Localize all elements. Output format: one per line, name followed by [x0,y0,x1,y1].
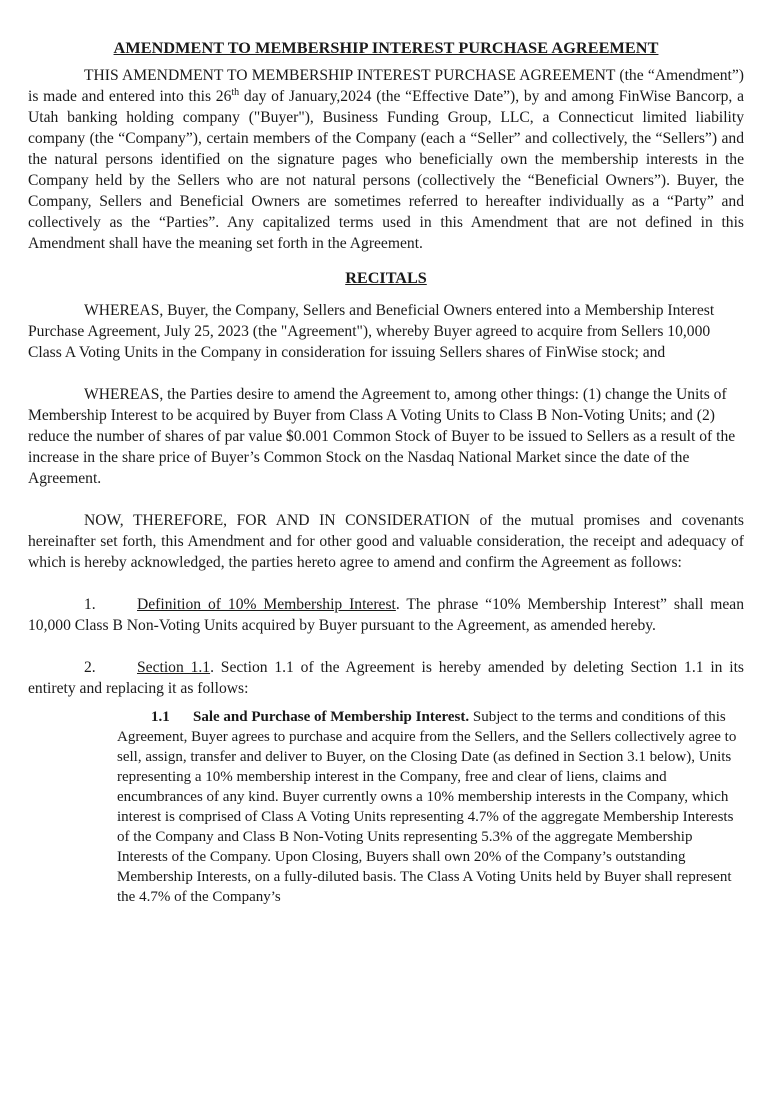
item-1-heading: Definition of 10% Membership Interest [137,596,396,613]
recitals-heading: RECITALS [345,269,427,287]
item-2-heading: Section 1.1 [137,659,211,676]
section-1-1-text: Subject to the terms and conditions of this Agreement, Buyer agrees to purchase and acquire from the Sellers, and the Sellers collectively agree to sell, assign, transfer and deliver to Buyer, on the Closing Date (as defined in Section 3.1 below), Units representing a 10% membership interest in the Company, free and clear of liens, claims and encumbrances of any kind. Buyer currently owns a 10% membership interests in the Company, which interest is comprised of Class A Voting Units representing 4.7% of the aggregate Membership Interests of the Company and Class B Non-Voting Units representing 5.3% of the aggregate Membership Interests of the Company. Upon Closing, Buyers shall own 20% of the Company’s outstanding Membership Interests, on a fully-diluted basis. The Class A Voting Units held by Buyer shall represent the 4.7% of the Company’s [117,709,737,905]
item-2-text: . Section 1.1 of the Agreement is hereby amended by deleting Section 1.1 in its entirety and replacing it as follows: [28,659,744,697]
intro-text-start: THIS AMENDMENT TO MEMBERSHIP INTEREST PURCHASE AGREEMENT (the “Amendment”) is made and entered into this 26 [28,67,744,105]
paragraph-spacer [28,489,744,510]
paragraph-spacer [28,636,744,657]
paragraph-spacer [28,363,744,384]
section-1-1-number: 1.1 [151,709,170,725]
intro-text-end: day of January,2024 (the “Effective Date”), by and among FinWise Bancorp, a Utah banking holding company ("Buyer"), Business Funding Group, LLC, a Connecticut limited liability company (the “Company”), certain members of the Company (each a “Seller” and collectively, the “Sellers”) and the natural persons identified on the signature pages who beneficially own the membership interests in the Company held by the Sellers who are not natural persons (collectively the “Beneficial Owners”). Buyer, the Company, Sellers and Beneficial Owners are sometimes referred to hereafter individually as a “Party” and collectively as the “Parties”. Any capitalized terms used in this Amendment that are not defined in this Amendment shall have the meaning set forth in the Agreement. [28,88,744,252]
intro-superscript: th [231,86,240,98]
paragraph-spacer [28,573,744,594]
document-page [28,38,744,907]
now-therefore-paragraph: NOW, THEREFORE, FOR AND IN CONSIDERATION of the mutual promises and covenants hereinafter set forth, this Amendment and for other good and valuable consideration, the receipt and adequacy of which is hereby acknowledged, the parties hereto agree to amend and confirm the Agreement as follows: [28,512,744,571]
amendment-item-1 [28,594,744,636]
section-1-1-heading: Sale and Purchase of Membership Interest. [193,709,470,725]
whereas-paragraph-1: WHEREAS, Buyer, the Company, Sellers and Beneficial Owners entered into a Membership Interest Purchase Agreement, July 25, 2023 (the "Agreement"), whereby Buyer agreed to acquire from Sellers 10,000 Class A Voting Units in the Company in consideration for issuing Sellers shares of FinWise stock; and [28,302,715,361]
whereas-paragraph-2: WHEREAS, the Parties desire to amend the Agreement to, among other things: (1) change the Units of Membership Interest to be acquired by Buyer from Class A Voting Units to Class B Non-Voting Units; and (2) reduce the number of shares of par value $0.001 Common Stock of Buyer to be issued to Sellers as a result of the increase in the share price of Buyer’s Common Stock on the Nasdaq National Market since the date of the Agreement. [28,386,736,487]
section-1-1-block [117,707,739,907]
amendment-item-2 [28,657,744,699]
document-title: AMENDMENT TO MEMBERSHIP INTEREST PURCHASE AGREEMENT [113,39,659,57]
item-1-text: . The phrase “10% Membership Interest” shall mean 10,000 Class B Non-Voting Units acquired by Buyer pursuant to the Agreement, as amended hereby. [28,596,744,634]
intro-paragraph [28,65,744,254]
item-2-number: 2. [84,659,96,676]
item-1-number: 1. [84,596,96,613]
